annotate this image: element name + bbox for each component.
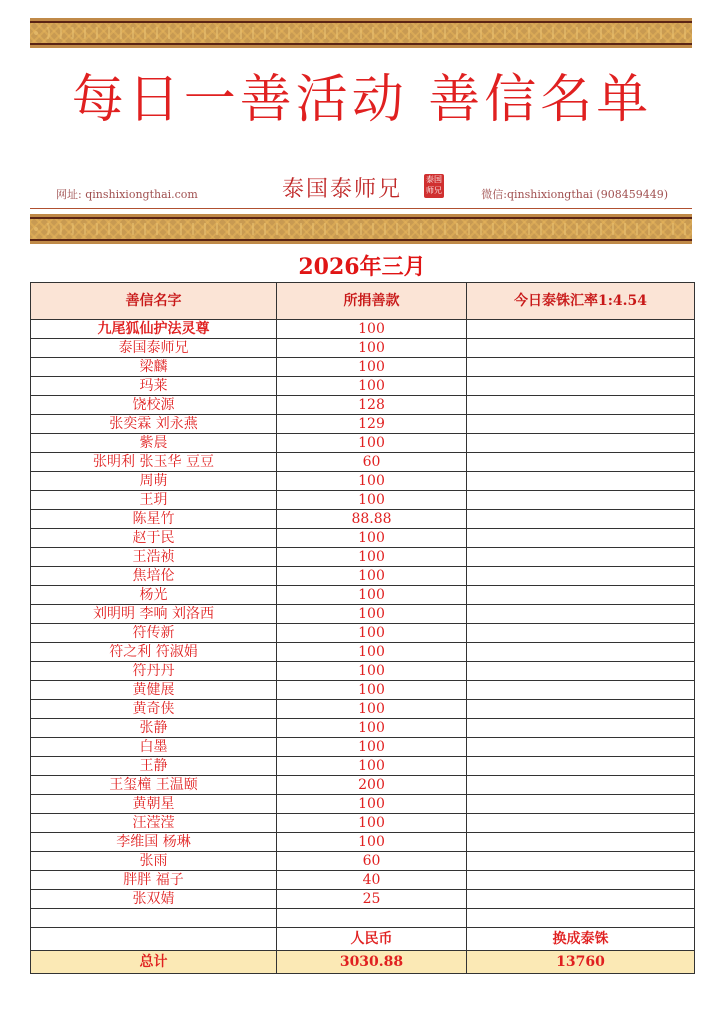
- donor-name: 九尾狐仙护法灵尊: [31, 320, 277, 339]
- donation-amount: 100: [277, 472, 467, 491]
- rate-cell: [467, 681, 695, 700]
- donation-amount: 40: [277, 871, 467, 890]
- table-row: [31, 700, 695, 719]
- table-row: [31, 833, 695, 852]
- donor-name: 周萌: [31, 472, 277, 491]
- rmb-label: 人民币: [277, 928, 467, 951]
- rate-cell: [467, 358, 695, 377]
- donor-name: 汪滢滢: [31, 814, 277, 833]
- donor-name: 饶校源: [31, 396, 277, 415]
- table-row: [31, 814, 695, 833]
- table-row: [31, 757, 695, 776]
- table-row: [31, 852, 695, 871]
- donation-amount: 100: [277, 738, 467, 757]
- column-header-amount: 所捐善款: [277, 283, 467, 320]
- rate-cell: [467, 871, 695, 890]
- donation-amount: 100: [277, 643, 467, 662]
- rate-cell: [467, 738, 695, 757]
- donation-amount: 100: [277, 757, 467, 776]
- donation-amount: 88.88: [277, 510, 467, 529]
- table-row: [31, 586, 695, 605]
- decorative-border-bottom: [30, 214, 692, 244]
- donation-amount: 100: [277, 358, 467, 377]
- table-row: [31, 681, 695, 700]
- table-row: [31, 795, 695, 814]
- thb-label: 换成泰铢: [467, 928, 695, 951]
- donation-amount: 100: [277, 700, 467, 719]
- donation-amount: 100: [277, 681, 467, 700]
- donation-amount: 129: [277, 415, 467, 434]
- donor-name: 王玥: [31, 491, 277, 510]
- rate-cell: [467, 320, 695, 339]
- donation-amount: 100: [277, 529, 467, 548]
- table-row: [31, 377, 695, 396]
- donor-name: 张奕霖 刘永燕: [31, 415, 277, 434]
- donation-amount: 60: [277, 453, 467, 472]
- rate-cell: [467, 719, 695, 738]
- table-row: [31, 415, 695, 434]
- donation-amount: 100: [277, 339, 467, 358]
- donor-name: 白墨: [31, 738, 277, 757]
- rate-cell: [467, 700, 695, 719]
- donation-amount: 60: [277, 852, 467, 871]
- donor-name: 张明利 张玉华 豆豆: [31, 453, 277, 472]
- donor-table: [30, 282, 695, 974]
- donor-name: 赵于民: [31, 529, 277, 548]
- donation-amount: 100: [277, 662, 467, 681]
- rate-cell: [467, 453, 695, 472]
- donation-amount: 100: [277, 833, 467, 852]
- rate-cell: [467, 643, 695, 662]
- wechat-text: 微信:qinshixiongthai (908459449): [481, 188, 668, 201]
- table-row: [31, 396, 695, 415]
- donation-amount: 100: [277, 548, 467, 567]
- donor-name: 胖胖 福子: [31, 871, 277, 890]
- donor-name: 王静: [31, 757, 277, 776]
- donor-name: 黄健展: [31, 681, 277, 700]
- table-row: [31, 890, 695, 909]
- donation-amount: 100: [277, 586, 467, 605]
- donation-amount: 100: [277, 491, 467, 510]
- table-header-row: [31, 283, 695, 320]
- donation-amount: 100: [277, 814, 467, 833]
- donor-name: 杨光: [31, 586, 277, 605]
- donor-name: 王玺橦 王温颐: [31, 776, 277, 795]
- donation-amount: 25: [277, 890, 467, 909]
- rate-cell: [467, 510, 695, 529]
- table-row: [31, 643, 695, 662]
- decorative-border-top: [30, 18, 692, 48]
- table-row: [31, 605, 695, 624]
- table-row: [31, 738, 695, 757]
- period-title: 2026年三月: [298, 254, 426, 280]
- donor-name: 黄奇侠: [31, 700, 277, 719]
- donation-amount: 100: [277, 624, 467, 643]
- table-row: [31, 567, 695, 586]
- donor-name: 张双婧: [31, 890, 277, 909]
- table-row: [31, 719, 695, 738]
- donor-name: 泰国泰师兄: [31, 339, 277, 358]
- table-row: [31, 453, 695, 472]
- donation-amount: 100: [277, 377, 467, 396]
- donation-amount: 200: [277, 776, 467, 795]
- brand-name: 泰国泰师兄: [282, 177, 403, 202]
- page-title: 每日一善活动 善信名单: [71, 70, 653, 130]
- blank-row: [31, 909, 695, 928]
- donor-name: 张雨: [31, 852, 277, 871]
- total-thb: 13760: [467, 951, 695, 974]
- total-label: 总计: [31, 951, 277, 974]
- donor-name: 焦培伦: [31, 567, 277, 586]
- table-row: [31, 871, 695, 890]
- rate-cell: [467, 396, 695, 415]
- rate-cell: [467, 605, 695, 624]
- table-row: [31, 472, 695, 491]
- seal-stamp-icon: 泰国 师兄: [424, 174, 444, 198]
- rate-cell: [467, 472, 695, 491]
- donor-name: 符之利 符淑娟: [31, 643, 277, 662]
- table-row: [31, 662, 695, 681]
- donor-name: 紫晨: [31, 434, 277, 453]
- rate-cell: [467, 529, 695, 548]
- rate-cell: [467, 757, 695, 776]
- divider: [30, 208, 692, 209]
- donor-name: 刘明明 李响 刘洛西: [31, 605, 277, 624]
- table-row: [31, 510, 695, 529]
- donation-amount: 100: [277, 605, 467, 624]
- rate-cell: [467, 434, 695, 453]
- table-row: [31, 339, 695, 358]
- donor-name: 李维国 杨琳: [31, 833, 277, 852]
- donation-amount: 128: [277, 396, 467, 415]
- donation-amount: 100: [277, 320, 467, 339]
- rate-cell: [467, 814, 695, 833]
- table-body: [31, 320, 695, 909]
- rate-cell: [467, 586, 695, 605]
- rate-cell: [467, 339, 695, 358]
- table-row: [31, 624, 695, 643]
- rate-cell: [467, 776, 695, 795]
- website-text: 网址: qinshixiongthai.com: [56, 188, 198, 201]
- rate-cell: [467, 662, 695, 681]
- table-row: [31, 434, 695, 453]
- total-rmb: 3030.88: [277, 951, 467, 974]
- column-header-name: 善信名字: [31, 283, 277, 320]
- rate-cell: [467, 491, 695, 510]
- total-row: [31, 951, 695, 974]
- donation-amount: 100: [277, 795, 467, 814]
- table-row: [31, 358, 695, 377]
- currency-label-row: [31, 928, 695, 951]
- rate-cell: [467, 377, 695, 396]
- rate-cell: [467, 624, 695, 643]
- table-row: [31, 529, 695, 548]
- rate-cell: [467, 890, 695, 909]
- donor-name: 玛莱: [31, 377, 277, 396]
- header-info-row: [56, 168, 668, 202]
- donation-amount: 100: [277, 434, 467, 453]
- rate-cell: [467, 567, 695, 586]
- donation-amount: 100: [277, 567, 467, 586]
- donor-name: 符传新: [31, 624, 277, 643]
- rate-cell: [467, 415, 695, 434]
- rate-cell: [467, 852, 695, 871]
- table-row: [31, 320, 695, 339]
- donor-name: 黄朝星: [31, 795, 277, 814]
- donor-name: 王浩祯: [31, 548, 277, 567]
- rate-cell: [467, 795, 695, 814]
- table-row: [31, 548, 695, 567]
- donor-name: 陈星竹: [31, 510, 277, 529]
- rate-cell: [467, 833, 695, 852]
- donor-name: 梁麟: [31, 358, 277, 377]
- rate-cell: [467, 548, 695, 567]
- donor-name: 符丹丹: [31, 662, 277, 681]
- donation-amount: 100: [277, 719, 467, 738]
- donor-name: 张静: [31, 719, 277, 738]
- table-row: [31, 491, 695, 510]
- column-header-rate: 今日泰铢汇率1:4.54: [467, 283, 695, 320]
- table-row: [31, 776, 695, 795]
